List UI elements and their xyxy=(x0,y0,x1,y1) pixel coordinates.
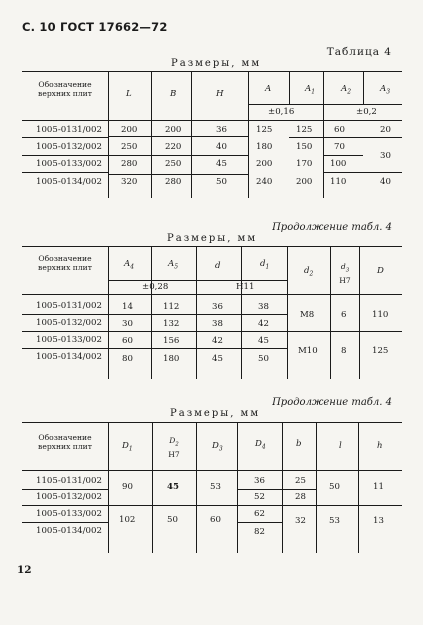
table2-D-merged-a: 110 xyxy=(372,310,389,320)
table2-header-designation: Обозначение верхних плит xyxy=(38,254,92,272)
table3-header-b: b xyxy=(296,439,302,449)
table-label: Таблица 4 xyxy=(326,46,392,58)
table2-header-d3: $d_3$ H7 xyxy=(339,262,351,285)
table1-header-H: H xyxy=(216,89,224,99)
table1-header-A3: $A_3$ xyxy=(380,84,391,96)
table2-D-merged-b: 125 xyxy=(372,346,389,356)
table1-tolerance-2: ±0,2 xyxy=(356,107,377,117)
table1-header-A2: $A_2$ xyxy=(341,84,352,96)
table1-tolerance-1: ±0,16 xyxy=(268,107,295,117)
table3-continuation-label: Продолжение табл. 4 xyxy=(272,397,392,408)
table2-header-A4: $A_4$ xyxy=(124,259,135,271)
table1-header-B: B xyxy=(170,89,177,99)
table2-header-D: D xyxy=(377,266,384,276)
table2-d3-merged-a: 6 xyxy=(341,310,347,320)
table3-header-D3: $D_3$ xyxy=(212,441,223,453)
table1-sizes-label: Размеры, мм xyxy=(171,58,262,69)
table2-sizes-label: Размеры, мм xyxy=(167,233,258,244)
page-header: С. 10 ГОСТ 17662—72 xyxy=(22,20,168,34)
table2-d2-merged-b: M10 xyxy=(298,346,318,356)
designation-cell: 1005-0131/002 xyxy=(36,125,102,135)
table3-header-D2: $D_2$ H7 xyxy=(168,436,180,459)
table1-header-L: L xyxy=(126,89,132,99)
table3-header-h: h xyxy=(377,441,383,451)
table2-header-A5: $A_5$ xyxy=(168,259,179,271)
table2-header-d2: $d_2$ xyxy=(304,266,314,278)
table2-d3-merged-b: 8 xyxy=(341,346,347,356)
page-number: 12 xyxy=(17,564,32,576)
table3-header-D1: $D_1$ xyxy=(122,441,133,453)
table2-tolerance-2: H11 xyxy=(236,282,255,292)
table2-tolerance-1: ±0,28 xyxy=(142,282,169,292)
table3-header-designation: Обозначение верхних плит xyxy=(38,433,92,451)
table2-d2-merged-a: M8 xyxy=(300,310,315,320)
table3-sizes-label: Размеры, мм xyxy=(170,408,261,419)
table1-header-designation: Обозначение верхних плит xyxy=(38,80,92,98)
table1-header-A: A xyxy=(265,84,272,94)
table2-continuation-label: Продолжение табл. 4 xyxy=(272,222,392,233)
table3-header-D4: $D_4$ xyxy=(255,439,266,451)
table1-header-A1: $A_1$ xyxy=(305,84,316,96)
table3-header-l: l xyxy=(339,441,342,451)
table2-header-d: d xyxy=(215,261,221,271)
table2-header-d1: $d_1$ xyxy=(260,259,270,271)
